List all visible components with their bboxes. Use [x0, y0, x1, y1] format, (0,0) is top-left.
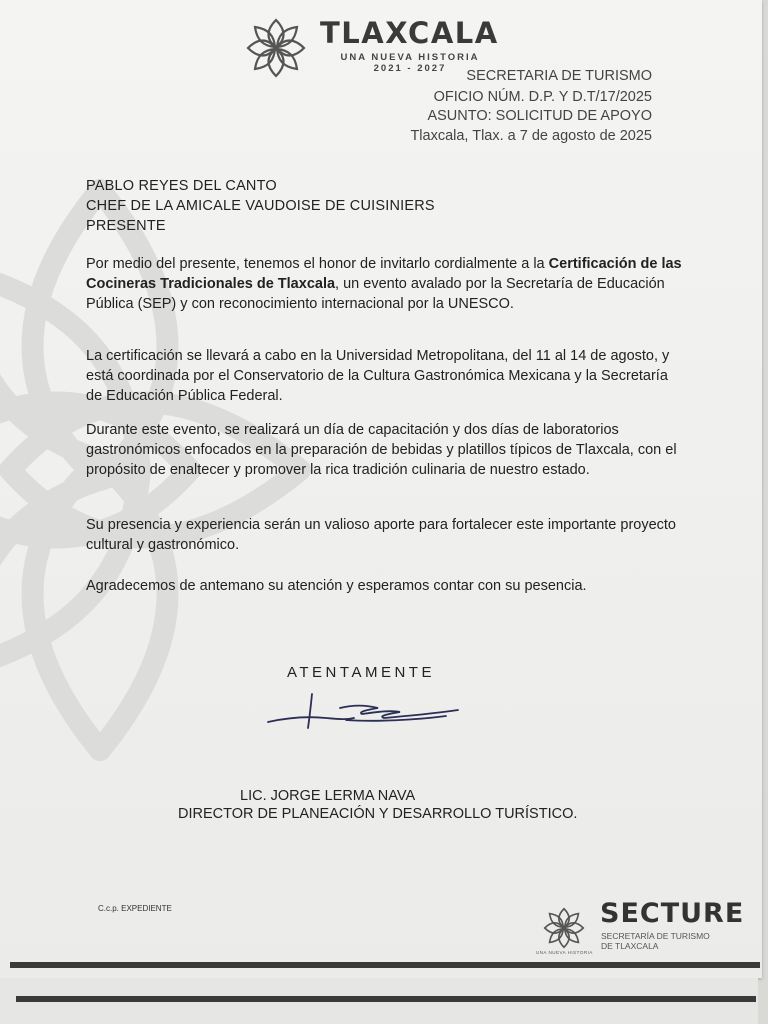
brand-years: 2021 - 2027 [373, 63, 447, 74]
header-place-date: Tlaxcala, Tlax. a 7 de agosto de 2025 [410, 128, 652, 144]
footer-logo-tagline: UNA NUEVA HISTORIA [536, 950, 593, 955]
p1-text-start: Por medio del presente, tenemos el honor de invitarlo cordialmente a la [86, 256, 549, 272]
body-paragraph-4: Su presencia y experiencia serán un valioso aporte para fortalecer este importante proyecto cultural y gastronómico. [86, 517, 676, 553]
brand-name: TLAXCALA [320, 16, 499, 50]
handwritten-signature-icon [266, 688, 466, 734]
underlying-page [0, 978, 758, 1024]
secture-subtitle-line-1: SECRETARÍA DE TURISMO [601, 931, 710, 941]
body-paragraph-1 [86, 254, 686, 314]
body-paragraph-5: Agradecemos de antemano su atención y esperamos contar con su pesencia. [86, 578, 587, 594]
signer-title: DIRECTOR DE PLANEACIÓN Y DESARROLLO TURÍSTICO. [178, 806, 578, 822]
closing-farewell: ATENTAMENTE [287, 664, 435, 681]
secture-subtitle [601, 931, 710, 951]
underlying-stripe [16, 996, 756, 1002]
signer-name: LIC. JORGE LERMA NAVA [240, 788, 416, 804]
body-paragraph-2: La certificación se llevará a cabo en la Universidad Metropolitana, del 11 al 14 de agosto, y está coordinada por el Conservatorio de la Cultura Gastronómica Mexicana y la Secretaría de Educación Pública Federal. [86, 348, 670, 404]
recipient-salutation: PRESENTE [86, 218, 166, 234]
header-department: SECRETARIA DE TURISMO [466, 68, 652, 84]
event-name: Certificación de las Cocineras Tradicionales de Tlaxcala [86, 256, 682, 292]
secture-wordmark: SECTURE [600, 898, 745, 929]
secture-flower-icon [542, 906, 586, 950]
tlaxcala-flower-emblem-icon [244, 16, 308, 80]
header-subject: ASUNTO: SOLICITUD DE APOYO [427, 108, 652, 124]
secture-subtitle-line-2: DE TLAXCALA [601, 941, 659, 951]
footer-stripe [10, 962, 760, 968]
brand-tagline-text: UNA NUEVA HISTORIA [340, 52, 480, 63]
recipient-position: CHEF DE LA AMICALE VAUDOISE DE CUISINIERS [86, 198, 435, 214]
recipient-name: PABLO REYES DEL CANTO [86, 178, 277, 194]
body-paragraph-3: Durante este evento, se realizará un día de capacitación y dos días de laboratorios gastronómicos enfocados en la preparación de bebidas y platillos típicos de Tlaxcala, con el propósito de enaltecer y promover la rica tradición culinaria de nuestro estado. [86, 422, 677, 478]
p1-text-end: , un evento avalado por la Secretaría de Educación Pública (SEP) y con reconocimiento internacional por la UNESCO. [86, 276, 665, 312]
ccp-note: C.c.p. EXPEDIENTE [98, 904, 172, 913]
header-office-number: OFICIO NÚM. D.P. Y D.T/17/2025 [433, 89, 652, 105]
brand-tagline [335, 52, 485, 74]
